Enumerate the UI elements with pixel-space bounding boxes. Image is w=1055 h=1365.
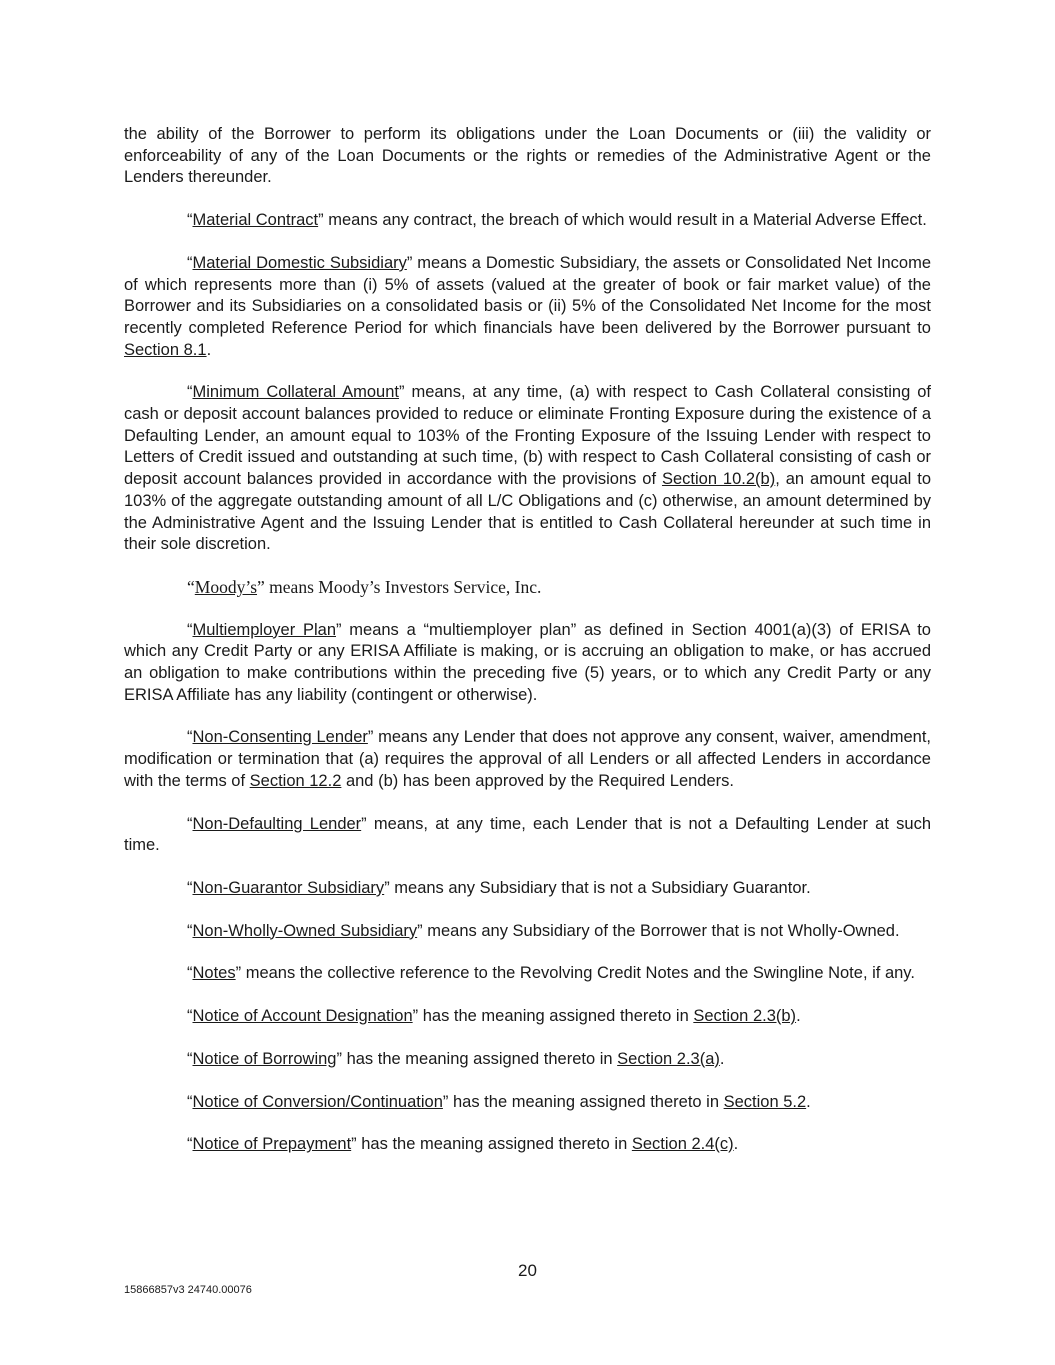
close-quote: ” (351, 1135, 357, 1154)
defined-term: Notice of Borrowing (192, 1049, 337, 1068)
section-reference: Section 2.4(c) (631, 1135, 734, 1154)
open-quote: “ (187, 1007, 193, 1026)
definition-notice-of-conversion-continuation (124, 1092, 931, 1114)
definition-text: means Moody’s Investors Service, Inc. (264, 576, 542, 597)
definition-text: means any Subsidiary that is not a Subsidiary Guarantor. (389, 878, 811, 897)
defined-term: Notice of Conversion/Continuation (192, 1092, 443, 1111)
definition-notice-of-account-designation (124, 1006, 931, 1028)
definition-tail: , an amount equal to 103% of the aggregate outstanding amount of all L/C Obligations and (c) otherwise, an amount determined by the Administrative Agent and the Issuing Lender that is entitled to Cash Collateral hereunder at such time in their sole discretion. (124, 470, 931, 554)
definition-material-domestic-subsidiary (124, 253, 931, 362)
paragraph-text: the ability of the Borrower to perform its obligations under the Loan Documents or (iii) the validity or enforceability of any of the Loan Documents or the rights or remedies of the Administrative Agent or the Lenders thereunder. (124, 125, 931, 187)
section-reference: Section 2.3(b) (693, 1007, 797, 1026)
defined-term: Notes (192, 964, 236, 983)
close-quote: ” (384, 878, 390, 897)
definition-text: has the meaning assigned thereto in (356, 1135, 632, 1154)
close-quote: ” (318, 211, 324, 230)
definition-material-contract (124, 210, 931, 232)
definition-text: means any contract, the breach of which would result in a Material Adverse Effect. (323, 211, 927, 230)
defined-term: Non-Defaulting Lender (192, 814, 362, 833)
definition-moodys (124, 577, 931, 599)
definition-text: means, at any time, (a) with respect to Cash Collateral consisting of cash or deposit account balances provided to reduce or eliminate Fronting Exposure during the existence of a Defaulting Lender, an amount equal to 103% of the Fronting Exposure of the Issuing Lender with respect to Letters of Credit issued and outstanding at such time, (b) with respect to Cash Collateral consisting of cash or deposit account balances provided in accordance with the provisions of (124, 383, 931, 489)
defined-term: Notice of Account Designation (192, 1007, 413, 1026)
definition-non-guarantor-subsidiary (124, 878, 931, 900)
document-id: 15866857v3 24740.00076 (124, 1284, 252, 1296)
open-quote: “ (187, 1049, 193, 1068)
definition-text: means the collective reference to the Revolving Credit Notes and the Swingline Note, if any. (241, 964, 915, 983)
definition-minimum-collateral-amount (124, 382, 931, 556)
definition-text: has the meaning assigned thereto in (418, 1007, 694, 1026)
open-quote: “ (187, 814, 193, 833)
close-quote: ” (412, 1007, 419, 1026)
section-reference: Section 10.2(b) (661, 470, 776, 489)
definition-notice-of-borrowing (124, 1049, 931, 1071)
document-body (124, 124, 931, 1177)
definition-tail: . (206, 340, 212, 359)
section-reference: Section 5.2 (723, 1092, 807, 1111)
definition-tail: and (b) has been approved by the Required Lenders. (341, 771, 734, 790)
definition-non-consenting-lender (124, 727, 931, 792)
defined-term: Material Domestic Subsidiary (192, 253, 407, 272)
definition-tail: . (719, 1049, 725, 1068)
defined-term: Non-Wholly-Owned Subsidiary (192, 921, 418, 940)
defined-term: Multiemployer Plan (192, 620, 336, 639)
close-quote: ” (361, 814, 367, 833)
close-quote: ” (257, 576, 265, 597)
close-quote: ” (442, 1092, 449, 1111)
definition-text: has the meaning assigned thereto in (448, 1092, 724, 1111)
open-quote: “ (187, 576, 195, 597)
defined-term: Notice of Prepayment (192, 1135, 352, 1154)
definition-text: has the meaning assigned thereto in (341, 1049, 618, 1068)
definition-notes (124, 963, 931, 985)
definition-non-defaulting-lender (124, 814, 931, 857)
definition-text: means a Domestic Subsidiary, the assets or Consolidated Net Income of which represents more than (i) 5% of assets (valued at the greater of book or fair market value) of the Borrower and its Subsidiaries on a consolidated basis or (ii) 5% of the Consolidated Net Income for the most recently completed Reference Period for which financials have been delivered by the Borrower pursuant to (124, 253, 932, 337)
close-quote: ” (406, 253, 413, 272)
open-quote: “ (187, 921, 193, 940)
open-quote: “ (187, 1092, 193, 1111)
page-number: 20 (518, 1261, 537, 1280)
definition-notice-of-prepayment (124, 1134, 931, 1156)
open-quote: “ (187, 620, 193, 639)
defined-term: Material Contract (192, 211, 319, 230)
section-reference: Section 12.2 (249, 771, 342, 790)
open-quote: “ (187, 383, 193, 402)
definition-multiemployer-plan (124, 620, 931, 707)
definition-text: means any Lender that does not approve any consent, waiver, amendment, modification or termination that (a) requires the approval of all Lenders or all affected Lenders in accordance with the terms of (124, 728, 932, 790)
section-reference: Section 8.1 (124, 340, 207, 359)
open-quote: “ (187, 728, 193, 747)
definition-tail: . (733, 1135, 739, 1154)
open-quote: “ (187, 211, 193, 230)
defined-term: Non-Consenting Lender (192, 728, 368, 747)
close-quote: ” (399, 383, 405, 402)
open-quote: “ (187, 964, 193, 983)
defined-term: Non-Guarantor Subsidiary (192, 878, 385, 897)
close-quote: ” (336, 620, 342, 639)
section-reference: Section 2.3(a) (617, 1049, 720, 1068)
defined-term: Moody’s (194, 576, 258, 597)
close-quote: ” (235, 964, 242, 983)
close-quote: ” (417, 921, 423, 940)
definition-tail: . (806, 1092, 811, 1111)
definition-text: means, at any time, each Lender that is not a Defaulting Lender at such time. (124, 814, 932, 855)
close-quote: ” (367, 728, 374, 747)
open-quote: “ (187, 1135, 193, 1154)
definition-non-wholly-owned-subsidiary (124, 921, 931, 943)
open-quote: “ (187, 253, 193, 272)
close-quote: ” (336, 1049, 342, 1068)
definition-tail: . (796, 1007, 801, 1026)
definition-text: means any Subsidiary of the Borrower that is not Wholly-Owned. (422, 921, 900, 940)
paragraph-continuation (124, 124, 931, 189)
open-quote: “ (187, 878, 193, 897)
defined-term: Minimum Collateral Amount (192, 383, 399, 402)
definition-text: means a “multiemployer plan” as defined in Section 4001(a)(3) of ERISA to which any Credit Party or any ERISA Affiliate is making, or is accruing an obligation to make, or has accrued an obligation to make contributions within the preceding five (5) years, or to which any Credit Party or any ERISA Affiliate has any liability (contingent or otherwise). (124, 620, 931, 704)
